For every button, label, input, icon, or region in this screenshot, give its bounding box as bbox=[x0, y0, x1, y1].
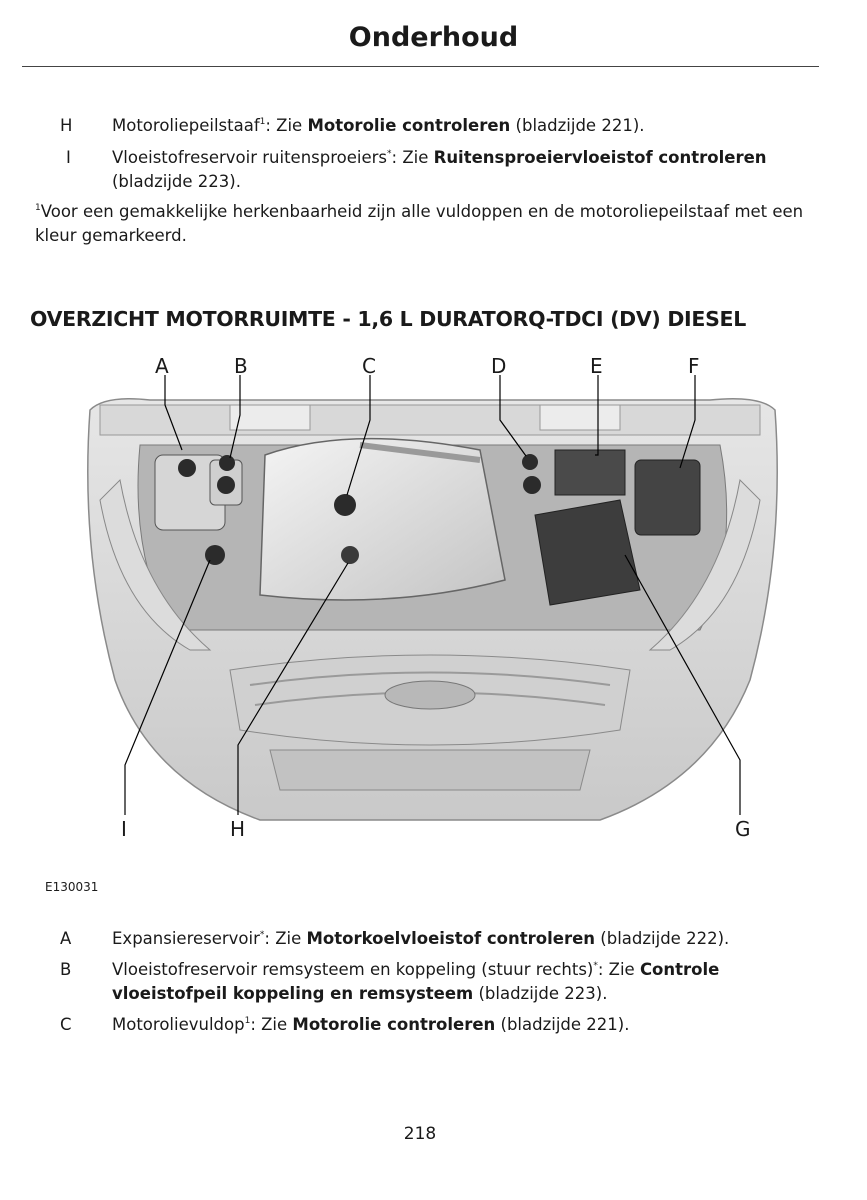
entry-page-ref: (bladzijde 223). bbox=[473, 984, 608, 1003]
entry-page-ref: (bladzijde 223). bbox=[112, 172, 241, 191]
entry-page-ref: (bladzijde 221). bbox=[510, 116, 645, 135]
entry-part-name: Motoroliepeilstaaf bbox=[112, 116, 260, 135]
engine-bay-illustration bbox=[60, 350, 800, 850]
entry-letter: C bbox=[60, 1015, 72, 1034]
footnote-text: Voor een gemakkelijke herkenbaarheid zijn alle vuldoppen en de motoroliepeilstaaf met een kleur gemarkeerd. bbox=[35, 202, 804, 245]
entry-see: : Zie bbox=[265, 116, 308, 135]
entry-reference-continued: vloeistofpeil koppeling en remsysteem bbox=[112, 984, 474, 1003]
entry-page-ref: (bladzijde 222). bbox=[595, 929, 730, 948]
entry-superscript: * bbox=[593, 961, 598, 971]
footnote-marker: 1 bbox=[35, 203, 41, 213]
entry-text bbox=[112, 927, 827, 951]
entry-reference: Ruitensproeiervloeistof controleren bbox=[433, 148, 767, 167]
page-number: 218 bbox=[403, 1124, 437, 1144]
entry-text bbox=[112, 958, 827, 1006]
figure-label-a: A bbox=[155, 354, 169, 378]
figure-label-h: H bbox=[230, 817, 246, 841]
entry-superscript: * bbox=[259, 930, 265, 940]
entry-part-name: Expansiereservoir bbox=[112, 929, 260, 948]
header-divider bbox=[22, 66, 819, 67]
entry-reference: Motorolie controleren bbox=[307, 116, 511, 135]
entry-part-name: Vloeistofreservoir ruitensproeiers bbox=[112, 148, 388, 167]
figure-id: E130031 bbox=[45, 880, 99, 894]
entry-reference: Motorolie controleren bbox=[292, 1015, 496, 1034]
section-title: OVERZICHT MOTORRUIMTE - 1,6 L DURATORQ-TDCI (DV) DIESEL bbox=[30, 307, 747, 331]
entry-see: : Zie bbox=[391, 148, 434, 167]
entry-letter: B bbox=[60, 960, 72, 979]
entry-see: : Zie bbox=[264, 929, 307, 948]
entry-reference: Motorkoelvloeistof controleren bbox=[306, 929, 596, 948]
entry-part-name: Vloeistofreservoir remsysteem en koppeling (stuur rechts) bbox=[112, 960, 594, 979]
figure-label-b: B bbox=[234, 354, 248, 378]
figure-label-i: I bbox=[121, 817, 127, 841]
entry-see: : Zie bbox=[250, 1015, 293, 1034]
figure-label-d: D bbox=[491, 354, 507, 378]
figure-label-g: G bbox=[735, 817, 751, 841]
entry-text bbox=[112, 1013, 827, 1037]
entry-letter: I bbox=[66, 148, 71, 167]
entry-superscript: 1 bbox=[259, 117, 266, 127]
figure-label-f: F bbox=[688, 354, 700, 378]
entry-superscript: * bbox=[387, 149, 392, 159]
page-header-title: Onderhoud bbox=[348, 22, 519, 53]
figure-label-e: E bbox=[590, 354, 603, 378]
entry-see: : Zie bbox=[597, 960, 640, 979]
footnote bbox=[35, 200, 815, 248]
entry-text bbox=[112, 146, 827, 194]
entry-letter: H bbox=[60, 116, 73, 135]
entry-part-name: Motorolievuldop bbox=[112, 1015, 245, 1034]
entry-reference: Controle bbox=[639, 960, 720, 979]
entry-superscript: 1 bbox=[244, 1016, 251, 1026]
entry-page-ref: (bladzijde 221). bbox=[495, 1015, 630, 1034]
entry-text bbox=[112, 114, 827, 138]
entry-letter: A bbox=[60, 929, 72, 948]
figure-label-c: C bbox=[362, 354, 376, 378]
engine-bay-figure bbox=[60, 350, 800, 850]
